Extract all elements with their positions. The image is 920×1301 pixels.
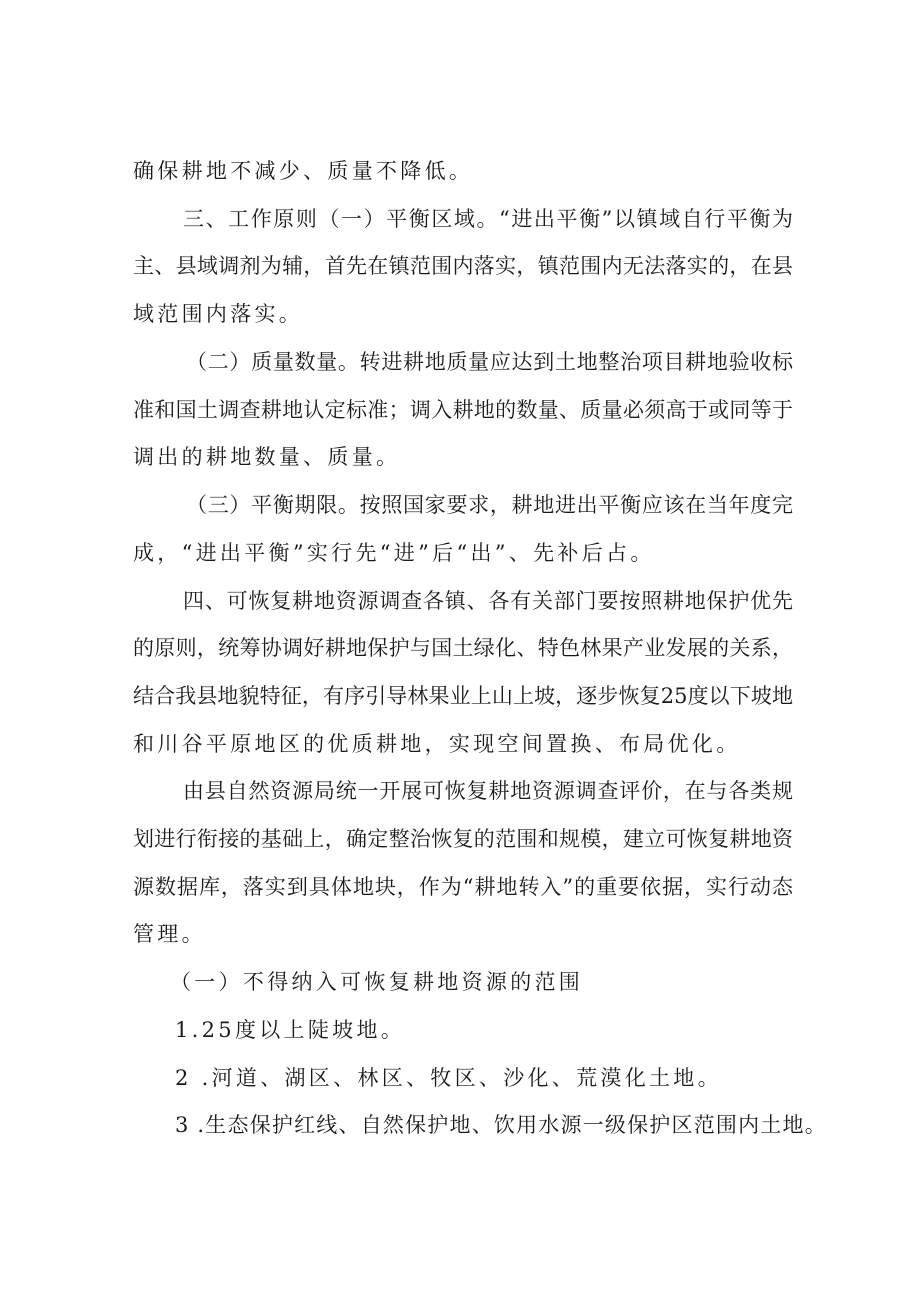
subheading-line: （一）不得纳入可恢复耕地资源的范围 xyxy=(170,970,584,994)
paragraph-line: 成，“进出平衡”实行先“进”后“出”、先补后占。 xyxy=(133,541,655,565)
paragraph-line: 域范围内落实。 xyxy=(133,302,304,326)
paragraph-line: 源数据库，落实到具体地块，作为“耕地转入”的重要依据，实行动态 xyxy=(133,875,793,899)
section-heading-line: 三、工作原则（一）平衡区域。“进出平衡”以镇域自行平衡为 xyxy=(183,207,793,231)
list-item: 2 .河道、湖区、林区、牧区、沙化、荒漠化土地。 xyxy=(175,1066,722,1090)
section-heading-line: 四、可恢复耕地资源调查各镇、各有关部门要按照耕地保护优先 xyxy=(183,589,793,613)
paragraph-line: 结合我县地貌特征，有序引导林果业上山上坡，逐步恢复25度以下坡地 xyxy=(133,684,793,708)
paragraph-line: 划进行衔接的基础上，确定整治恢复的范围和规模，建立可恢复耕地资 xyxy=(133,827,793,851)
paragraph-line: 准和国土调查耕地认定标准；调入耕地的数量、质量必须高于或同等于 xyxy=(133,398,793,422)
paragraph-line: 由县自然资源局统一开展可恢复耕地资源调查评价，在与各类规 xyxy=(183,779,793,803)
list-item: 3 .生态保护红线、自然保护地、饮用水源一级保护区范围内土地。 xyxy=(175,1113,827,1137)
subheading-line: （二）质量数量。转进耕地质量应达到土地整治项目耕地验收标 xyxy=(186,350,793,374)
subheading-line: （三）平衡期限。按照国家要求，耕地进出平衡应该在当年度完 xyxy=(186,493,793,517)
list-item: 1.25度以上陡坡地。 xyxy=(175,1018,406,1042)
paragraph-line: 调出的耕地数量、质量。 xyxy=(133,445,401,469)
paragraph-line: 的原则，统筹协调好耕地保护与国土绿化、特色林果产业发展的关系， xyxy=(133,636,793,660)
paragraph-line: 管理。 xyxy=(133,922,206,946)
paragraph-line: 和川谷平原地区的优质耕地，实现空间置换、布局优化。 xyxy=(133,732,741,756)
paragraph-line: 确保耕地不减少、质量不降低。 xyxy=(133,159,474,183)
paragraph-line: 主、县域调剂为辅，首先在镇范围内落实，镇范围内无法落实的，在县 xyxy=(133,254,793,278)
